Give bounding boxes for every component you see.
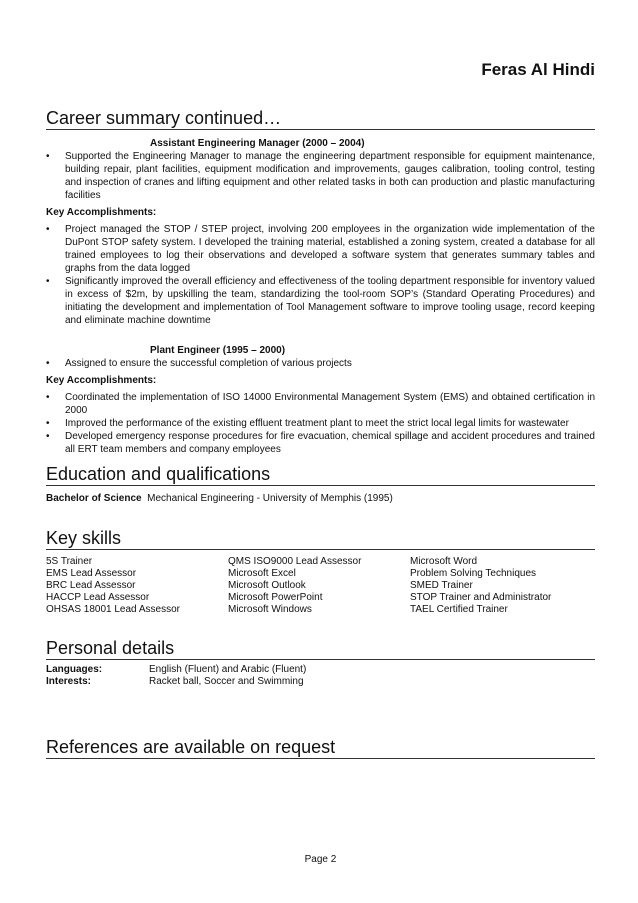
resume-page xyxy=(46,0,595,903)
languages-row xyxy=(46,664,595,676)
role1-accomplishments-list xyxy=(46,223,595,327)
bullet-icon: • xyxy=(46,224,50,235)
skills-column-1 xyxy=(46,556,228,616)
skills-grid xyxy=(46,556,595,616)
skill-item: 5S Trainer xyxy=(46,556,93,567)
interests-value: Racket ball, Soccer and Swimming xyxy=(149,676,304,687)
page-number: Page 2 xyxy=(304,854,337,865)
personal-details-heading: Personal details xyxy=(46,637,595,660)
skill-item: QMS ISO9000 Lead Assessor xyxy=(228,556,362,567)
education-heading: Education and qualifications xyxy=(46,463,595,486)
skill-item: BRC Lead Assessor xyxy=(46,580,136,591)
role-title-plant-engineer: Plant Engineer (1995 – 2000) xyxy=(150,345,286,356)
skills-column-3 xyxy=(410,556,590,616)
skill-item: Microsoft Outlook xyxy=(228,580,306,591)
skill-item: HACCP Lead Assessor xyxy=(46,592,150,603)
key-skills-heading: Key skills xyxy=(46,527,595,550)
skill-item: Microsoft Word xyxy=(410,556,478,567)
skill-item: Microsoft Windows xyxy=(228,604,312,615)
bullet-icon: • xyxy=(46,358,50,369)
interests-label: Interests: xyxy=(46,676,92,687)
skill-item: STOP Trainer and Administrator xyxy=(410,592,552,603)
key-skills-section xyxy=(46,527,595,616)
role2-intro-list xyxy=(46,357,595,370)
personal-details-section xyxy=(46,637,595,688)
role-title-assistant-engineering-manager: Assistant Engineering Manager (2000 – 2004) xyxy=(150,138,365,149)
list-item: • Improved the performance of the existing effluent treatment plant to meet the strict local legal limits for wastewater xyxy=(46,418,569,429)
bullet-icon: • xyxy=(46,392,50,403)
interests-row xyxy=(46,676,595,688)
list-item: • Supported the Engineering Manager to manage the engineering department responsible for equipment maintenance, building repair, plant facilities, equipment modification and improvements, gauges calibration, tooling control, testing and inspection of cranes and lifting equipment and other related tasks in both can production and plastic manufacturing facilities xyxy=(46,151,595,201)
key-accomplishments-label: Key Accomplishments: xyxy=(46,375,157,386)
list-item: • Developed emergency response procedures for fire evacuation, chemical spillage and accident procedures and trained all ERT team members and company employees xyxy=(46,431,595,455)
skill-item: EMS Lead Assessor xyxy=(46,568,137,579)
career-summary-heading: Career summary continued… xyxy=(46,107,595,130)
skill-item: OHSAS 18001 Lead Assessor xyxy=(46,604,180,615)
skill-item: Microsoft Excel xyxy=(228,568,296,579)
list-item: • Assigned to ensure the successful completion of various projects xyxy=(46,358,352,369)
education-entry xyxy=(46,492,595,505)
list-item: • Coordinated the implementation of ISO 14000 Environmental Management System (EMS) and obtained certification in 2000 xyxy=(46,392,595,416)
candidate-name: Feras Al Hindi xyxy=(481,60,595,79)
languages-label: Languages: xyxy=(46,664,103,675)
education-section xyxy=(46,463,595,505)
bullet-icon: • xyxy=(46,151,50,162)
key-accomplishments-label: Key Accomplishments: xyxy=(46,207,157,218)
skill-item: Problem Solving Techniques xyxy=(410,568,537,579)
career-summary-section xyxy=(46,107,595,456)
skill-item: SMED Trainer xyxy=(410,580,473,591)
degree-name: Bachelor of Science xyxy=(46,493,142,504)
degree-details: Mechanical Engineering - University of Memphis (1995) xyxy=(147,493,393,504)
skill-item: Microsoft PowerPoint xyxy=(228,592,323,603)
languages-value: English (Fluent) and Arabic (Fluent) xyxy=(149,664,307,675)
references-heading: References are available on request xyxy=(46,736,595,759)
list-item: • Project managed the STOP / STEP project, involving 200 employees in the organization wide implementation of the DuPont STOP safety system. I developed the training material, established a zoning system, created a database for all trained employees to log their observations and developed a software system that generates summary tables and graphs from the data logged xyxy=(46,224,595,274)
role1-intro-list xyxy=(46,150,595,202)
bullet-icon: • xyxy=(46,431,50,442)
role2-accomplishments-list xyxy=(46,391,595,456)
bullet-icon: • xyxy=(46,418,50,429)
list-item: • Significantly improved the overall efficiency and effectiveness of the tooling department responsible for inventory valued in excess of $2m, by upskilling the team, standardizing the tool-room SOP’s (Standard Operating Procedures) and initiating the development and implementation of Tool Management software to improve tooling usage, record keeping and eliminate machine downtime xyxy=(46,276,595,326)
skill-item: TAEL Certified Trainer xyxy=(410,604,508,615)
bullet-icon: • xyxy=(46,276,50,287)
references-section xyxy=(46,736,595,759)
skills-column-2 xyxy=(228,556,410,616)
